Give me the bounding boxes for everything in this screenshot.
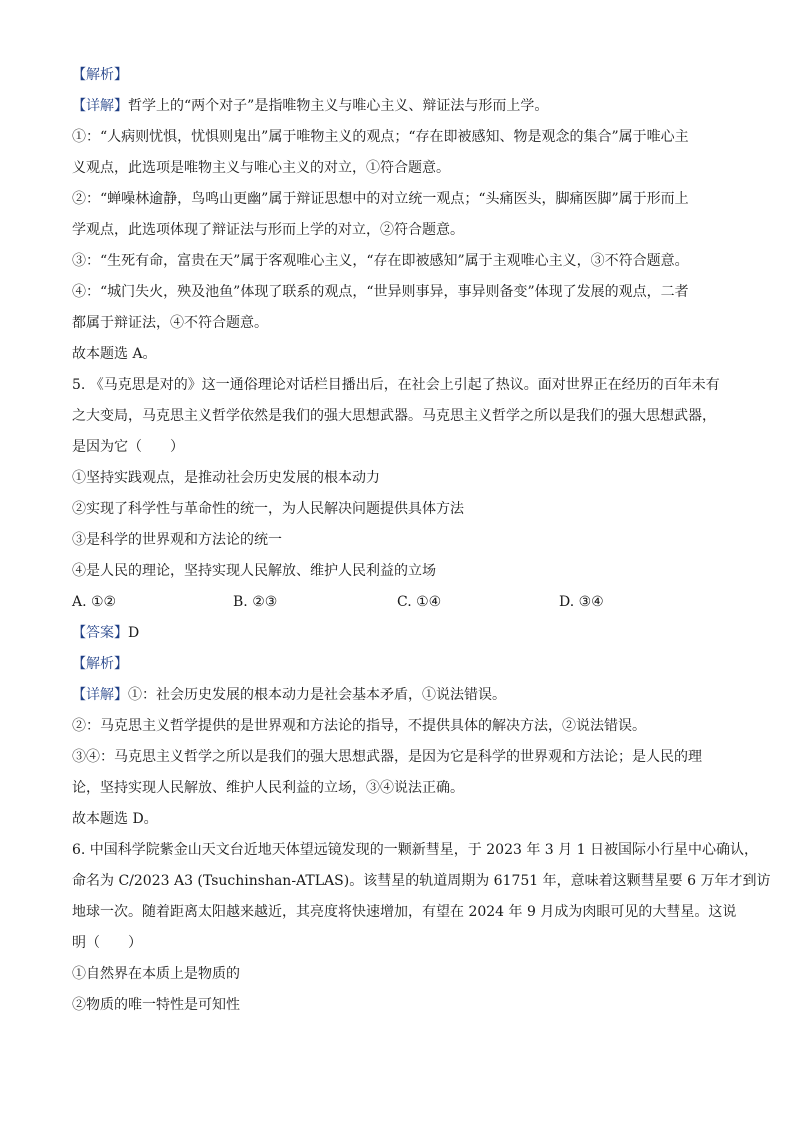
detail-label: 【详解】	[72, 98, 128, 114]
choice-b: B. ②③	[233, 594, 278, 610]
choice-d: D. ③④	[559, 594, 604, 610]
analysis-label: 【解析】	[72, 67, 128, 83]
analysis-heading	[72, 653, 724, 684]
statement-option: ④是人民的理论，坚持实现人民解放、维护人民利益的立场	[72, 563, 436, 579]
question-stem: 命名为 C/2023 A3 (Tsuchinshan-ATLAS)。该彗星的轨道周期为 61751 年，意味着这颗彗星要 6 万年才到访	[72, 873, 771, 889]
statement-option: ③是科学的世界观和方法论的统一	[72, 532, 282, 548]
detail-text: 哲学上的“两个对子”是指唯物主义与唯心主义、辩证法与形而上学。	[128, 98, 549, 114]
statement-option: ②物质的唯一特性是可知性	[72, 997, 240, 1013]
analysis-line: ③④：马克思主义哲学之所以是我们的强大思想武器，是因为它是科学的世界观和方法论；是人民的理	[72, 749, 702, 765]
statement-option: ②实现了科学性与革命性的统一，为人民解决问题提供具体方法	[72, 501, 464, 517]
question-stem: 5. 《马克思是对的》这一通俗理论对话栏目播出后，在社会上引起了热议。面对世界正在经历的百年未有	[72, 377, 720, 393]
analysis-line: ②：马克思主义哲学提供的是世界观和方法论的指导，不提供具体的解决方法，②说法错误。	[72, 718, 646, 734]
detail-paragraph	[72, 95, 724, 126]
conclusion-line: 故本题选 D。	[72, 811, 158, 827]
question-stem: 6. 中国科学院紫金山天文台近地天体望远镜发现的一颗新彗星，于 2023 年 3 月 1 日被国际小行星中心确认，	[72, 842, 758, 858]
analysis-line: 学观点，此选项体现了辩证法与形而上学的对立，②符合题意。	[72, 222, 464, 238]
detail-text: ①：社会历史发展的根本动力是社会基本矛盾，①说法错误。	[128, 687, 506, 703]
analysis-heading	[72, 64, 724, 95]
document-content	[72, 64, 771, 1025]
statement-option: ①坚持实践观点，是推动社会历史发展的根本动力	[72, 470, 380, 486]
question-stem: 是因为它（ ）	[72, 439, 184, 455]
answer-label: 【答案】	[72, 625, 128, 641]
analysis-label: 【解析】	[72, 656, 128, 672]
analysis-line: 都属于辩证法，④不符合题意。	[72, 315, 268, 331]
answer-value: D	[128, 625, 140, 641]
question-stem: 地球一次。随着距离太阳越来越近，其亮度将快速增加，有望在 2024 年 9 月成为肉眼可见的大彗星。这说	[72, 904, 737, 920]
choice-a: A. ①②	[72, 594, 117, 610]
analysis-line: ④：“城门失火，殃及池鱼”体现了联系的观点，“世异则事异，事异则备变”体现了发展的观点，二者	[72, 284, 689, 300]
detail-paragraph	[72, 684, 724, 715]
analysis-line: 义观点，此选项是唯物主义与唯心主义的对立，①符合题意。	[72, 160, 450, 176]
analysis-line: ③：“生死有命，富贵在天”属于客观唯心主义，“存在即被感知”属于主观唯心主义，③不符合题意。	[72, 253, 689, 269]
analysis-line: 论，坚持实现人民解放、维护人民利益的立场，③④说法正确。	[72, 780, 464, 796]
answer-choices	[72, 591, 724, 622]
question-stem: 明（ ）	[72, 935, 142, 951]
analysis-line: ①：“人病则忧惧，忧惧则鬼出”属于唯物主义的观点；“存在即被感知、物是观念的集合”属于唯心主	[72, 129, 689, 145]
conclusion-line: 故本题选 A。	[72, 346, 157, 362]
choice-c: C. ①④	[397, 594, 442, 610]
answer-line	[72, 622, 724, 653]
question-stem: 之大变局，马克思主义哲学依然是我们的强大思想武器。马克思主义哲学之所以是我们的强大思想武器，	[72, 408, 716, 424]
analysis-line: ②：“蝉噪林逾静，鸟鸣山更幽”属于辩证思想中的对立统一观点；“头痛医头，脚痛医脚”属于形而上	[72, 191, 689, 207]
detail-label: 【详解】	[72, 687, 128, 703]
statement-option: ①自然界在本质上是物质的	[72, 966, 240, 982]
